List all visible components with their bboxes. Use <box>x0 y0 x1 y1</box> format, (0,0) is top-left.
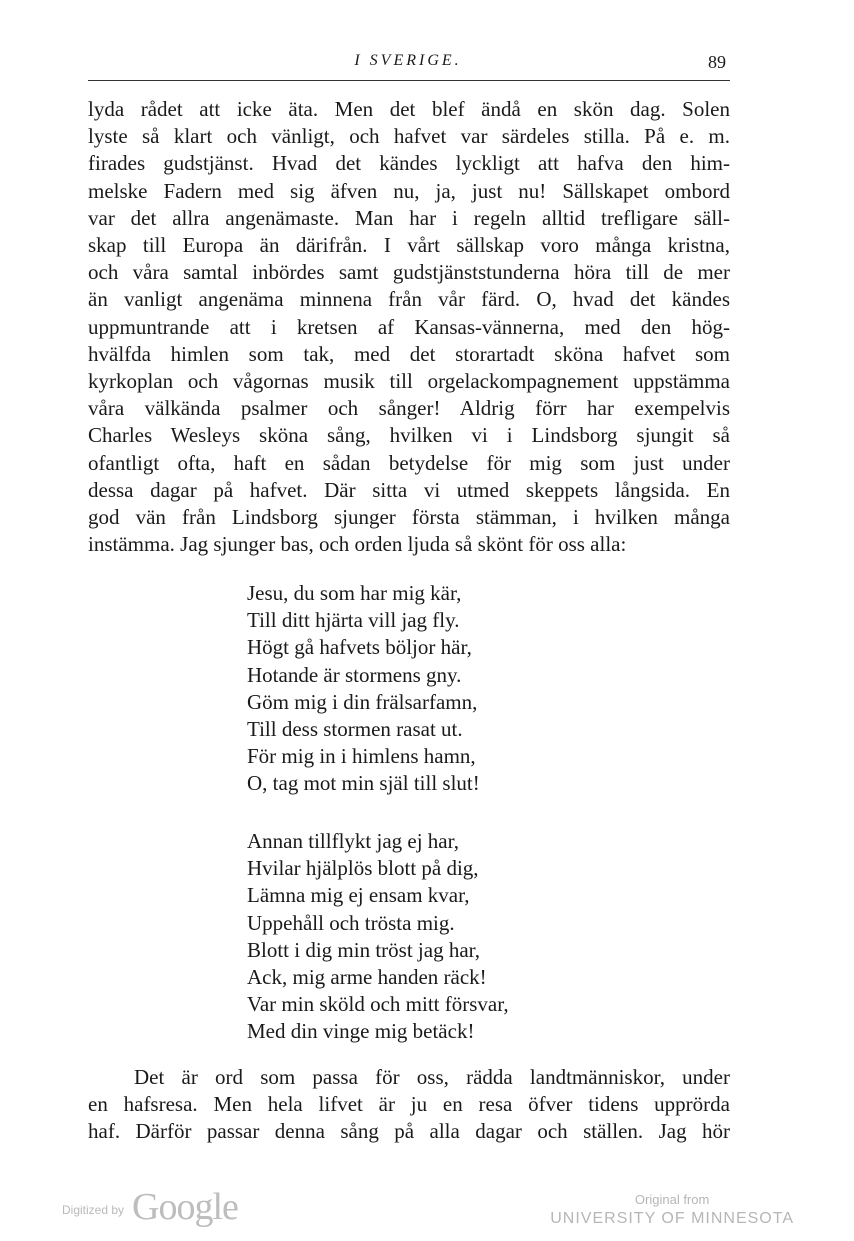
text-line: våra välkända psalmer och sånger! Aldrig förr har exempelvis <box>88 396 730 421</box>
text-line: en hafsresa. Men hela lifvet är ju en resa öfver tidens upprörda <box>88 1092 730 1117</box>
institution-name: UNIVERSITY OF MINNESOTA <box>550 1210 794 1227</box>
header-rule <box>88 80 730 81</box>
closing-paragraph <box>88 1064 730 1146</box>
text-line: instämma. Jag sjunger bas, och orden ljuda så skönt för oss alla: <box>88 532 627 557</box>
verse-line: Blott i dig min tröst jag har, <box>247 937 481 962</box>
verse-line: Till ditt hjärta vill jag fly. <box>247 608 460 633</box>
verse-line: Hotande är stormens gny. <box>247 662 462 687</box>
text-line: kyrkoplan och vågornas musik till orgelackompagnement uppstämma <box>88 369 730 394</box>
text-line: var det allra angenämaste. Man har i regeln alltid trefligare säll- <box>88 205 730 230</box>
verse-line: Uppehåll och trösta mig. <box>247 910 455 935</box>
text-line: än vanligt angenäma minnena från vår färd. O, hvad det kändes <box>88 287 730 312</box>
hymn-stanza-1 <box>247 580 480 798</box>
google-logo: Google <box>132 1186 238 1228</box>
text-line: lyda rådet att icke äta. Men det blef ändå en skön dag. Solen <box>88 97 730 121</box>
verse-line: Ack, mig arme handen räck! <box>247 965 487 990</box>
text-line: uppmuntrande att i kretsen af Kansas-vännerna, med den hög- <box>88 314 730 339</box>
text-line: ofantligt ofta, haft en sådan betydelse för mig som just under <box>88 450 730 475</box>
verse-line: O, tag mot min själ till slut! <box>247 771 480 796</box>
verse-line: Göm mig i din frälsarfamn, <box>247 689 478 714</box>
digitized-by-label: Digitized by <box>62 1203 125 1217</box>
original-from-label: Original from <box>634 1192 710 1207</box>
text-line: Charles Wesleys sköna sång, hvilken vi i Lindsborg sjungit så <box>88 423 730 448</box>
text-line: firades gudstjänst. Hvad det kändes lyckligt att hafva den him- <box>88 151 730 176</box>
page-header <box>88 52 728 80</box>
verse-line: För mig in i himlens hamn, <box>247 744 476 769</box>
verse-line: Hvilar hjälplös blott på dig, <box>247 856 479 881</box>
verse-line: Jesu, du som har mig kär, <box>247 581 462 605</box>
verse-line: Lämna mig ej ensam kvar, <box>247 883 470 908</box>
running-title: I SVERIGE. <box>354 52 462 69</box>
verse-line: Annan tillflykt jag ej har, <box>247 829 460 853</box>
digitized-by-watermark <box>62 1182 238 1232</box>
text-line: haf. Därför passar denna sång på alla dagar och ställen. Jag hör <box>88 1119 730 1144</box>
text-line: Det är ord som passa för oss, rädda landtmänniskor, under <box>134 1065 730 1089</box>
verse-line: Med din vinge mig betäck! <box>247 1019 475 1044</box>
verse-line: Var min sköld och mitt försvar, <box>247 992 509 1017</box>
text-line: skap till Europa än därifrån. I vårt sällskap voro många kristna, <box>88 233 730 258</box>
text-line: god vän från Lindsborg sjunger första stämman, i hvilken många <box>88 505 730 530</box>
text-line: hvälfda himlen som tak, med det storartadt sköna hafvet som <box>88 341 730 366</box>
source-watermark <box>550 1192 794 1230</box>
body-paragraph <box>88 96 730 558</box>
text-line: melske Fadern med sig äfven nu, ja, just nu! Sällskapet ombord <box>88 178 730 203</box>
text-line: dessa dagar på hafvet. Där sitta vi utmed skeppets långsida. En <box>88 477 730 502</box>
verse-line: Till dess stormen rasat ut. <box>247 717 463 742</box>
text-line: och våra samtal inbördes samt gudstjänststunderna höra till de mer <box>88 260 730 285</box>
page-number: 89 <box>708 52 726 72</box>
verse-line: Högt gå hafvets böljor här, <box>247 635 472 660</box>
text-line: lyste så klart och vänligt, och hafvet var särdeles stilla. På e. m. <box>88 124 730 149</box>
hymn-stanza-2 <box>247 828 509 1046</box>
